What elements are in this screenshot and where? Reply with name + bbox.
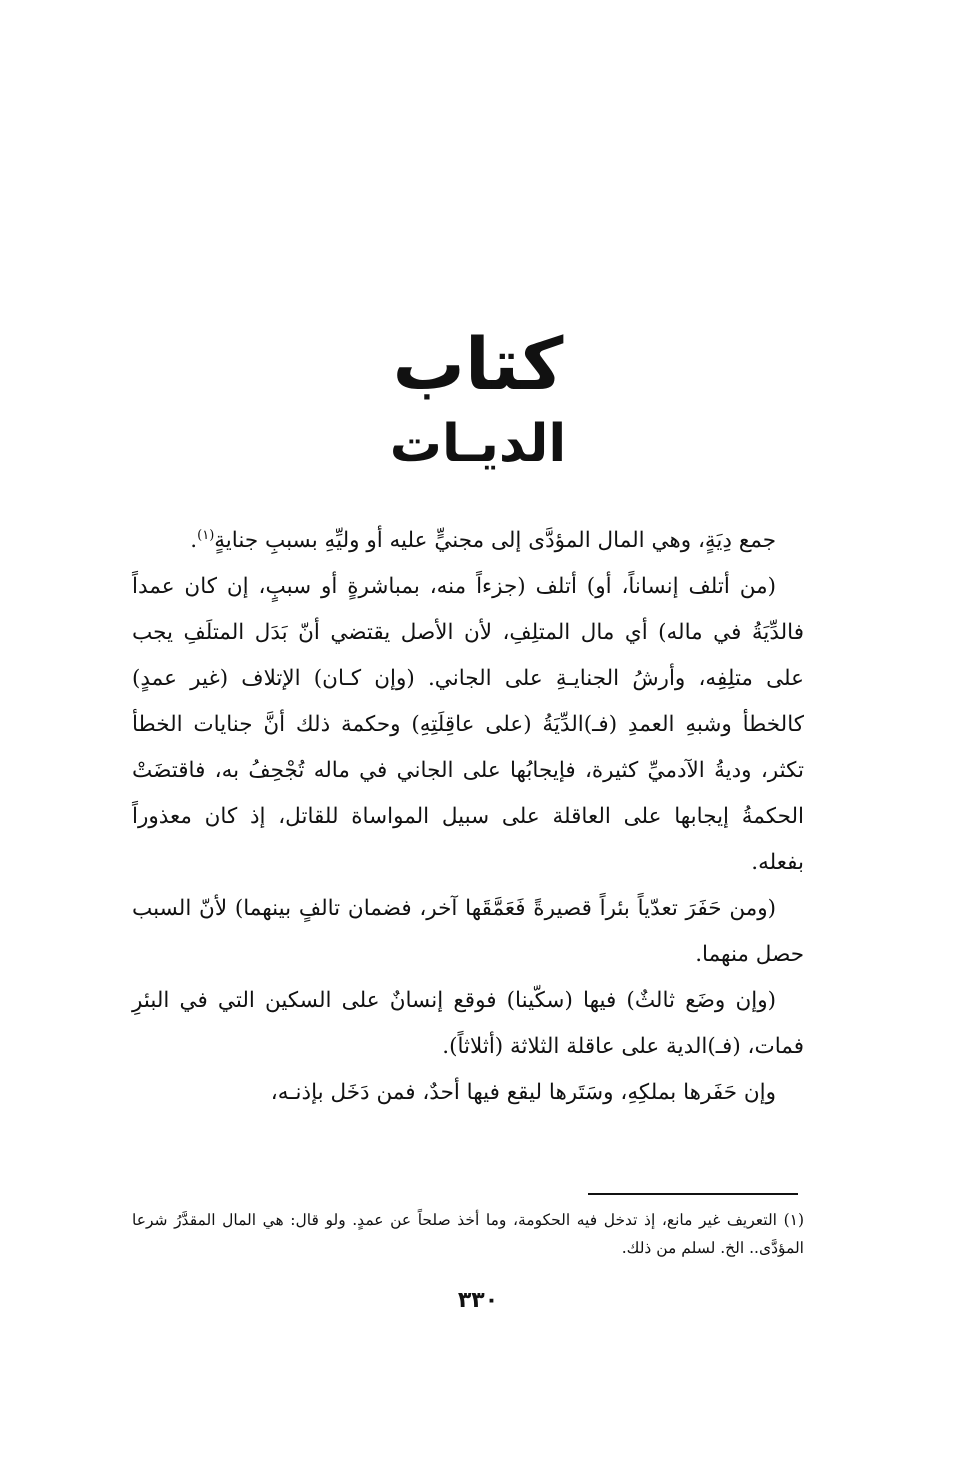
footnote-text: التعريف غير مانع، إذ تدخل فيه الحكومة، وما أخذ صلحاً عن عمدٍ. ولو قال: هي المال المقدَّرُ شرعا المؤدَّى.. الخ. لسلم من ذلك.: [132, 1211, 804, 1257]
paragraph-well-digging: (ومن حَفَرَ تعدّياً بئراً قصيرةً فَعَمَّقَها آخر، فضمان تالفٍ بينهما) لأنّ السبب حصل منهما.: [132, 896, 804, 967]
footnote-reference: (١): [197, 527, 215, 543]
main-text: [132, 518, 804, 1116]
paragraph-tail: .: [190, 528, 198, 553]
footnote-marker: (١): [783, 1211, 805, 1229]
paragraph-text: جمع دِيَةٍ، وهي المال المؤدَّى إلى مجنيٍّ عليه أو وليِّهِ بسببِ جنايةٍ: [214, 528, 776, 553]
paragraph-knife: (وإن وضَع ثالثٌ) فيها (سكّينا) فوقع إنسانٌ على السكين التي في البئرِ فمات، (فـ)الدية على عاقلة الثلاثة (أثلاثاً).: [132, 988, 804, 1059]
chapter-heading: [0, 318, 956, 478]
paragraph-destruction: (من أتلف إنساناً، أو) أتلف (جزءاً منه، بمباشرةٍ أو سببٍ، إن كان عمداً فالدِّيَةُ في ماله) أي مال المتلِفِ، لأن الأصل يقتضي أنّ بَدَل المتلَفِ يجب على متلِفِه، وأرشُ الجنايـةِ على الجاني. (وإن كـان) الإتلاف (غير عمدٍ) كالخطأ وشبهِ العمدِ (فـ)الدِّيَةُ (على عاقِلَتِهِ) وحكمة ذلك أنَّ جنايات الخطأ تكثر، وديةُ الآدميِّ كثيرة، فإيجابُها على الجاني في ماله تُجْحِفُ به، فاقتضَتْ الحكمةُ إيجابها على العاقلة على سبيل المواساة للقاتل، إذ كان معذوراً بفعله.: [132, 574, 804, 875]
footnote-divider: [588, 1193, 798, 1195]
footnote: [132, 1206, 804, 1262]
paragraph-definition: [132, 518, 804, 564]
paragraph-own-property: وإن حَفَرها بملكِهِ، وسَتَرها ليقع فيها أحدٌ، فمن دَخَل بإذنـه،: [270, 1080, 776, 1105]
page-number: ٣٣٠: [457, 1288, 499, 1313]
heading-title: الديـات: [389, 414, 567, 474]
heading-book-word: كتاب: [392, 322, 564, 406]
